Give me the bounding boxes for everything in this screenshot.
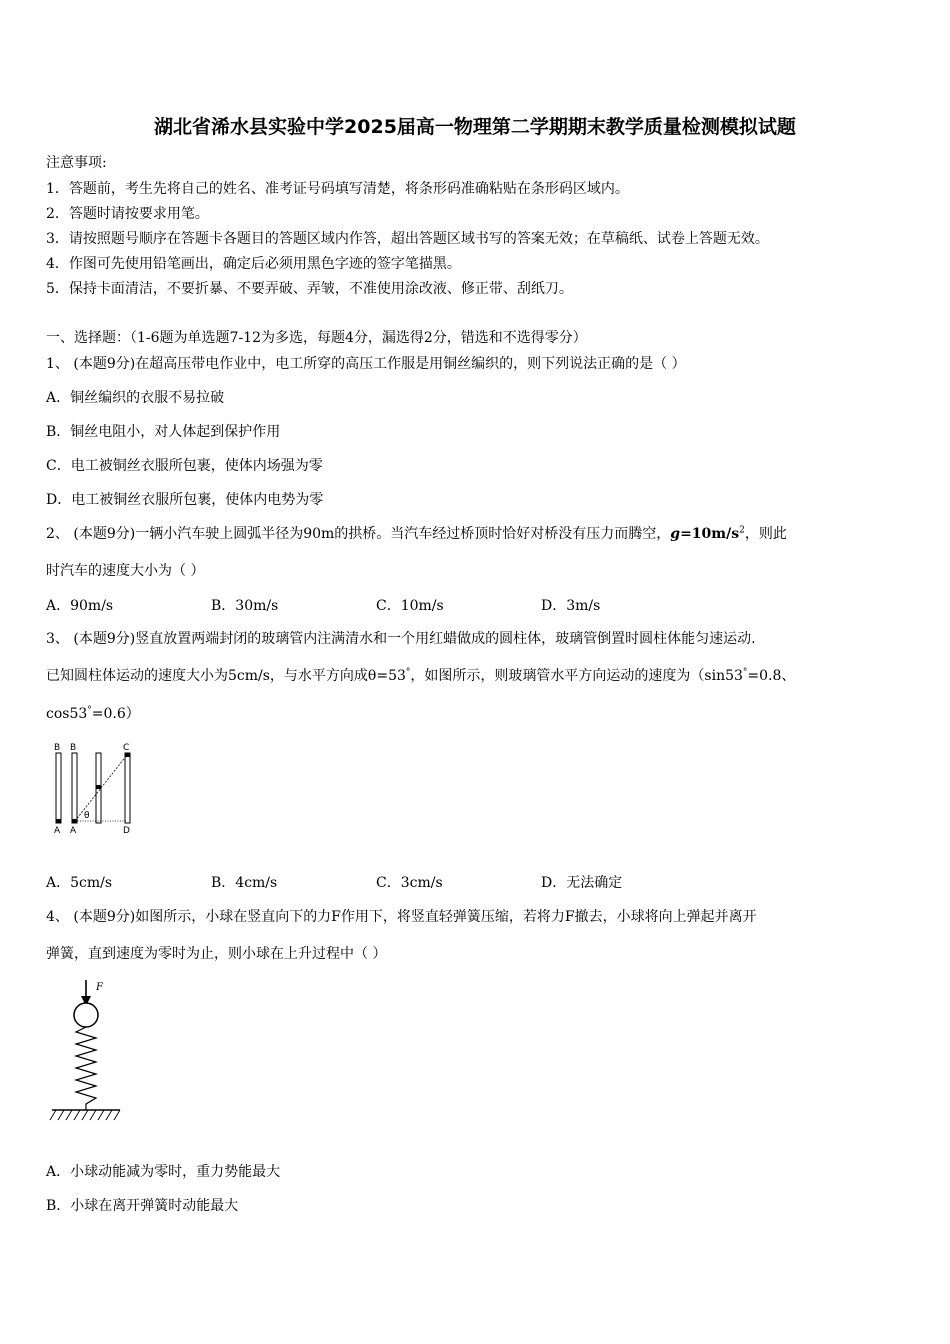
q3-text: cos53 [46, 706, 88, 722]
q3-text: =0.6） [91, 706, 140, 722]
q1-option-a: A．铜丝编织的衣服不易拉破 [46, 390, 225, 406]
label-b2: B [70, 743, 77, 753]
label-b1: B [54, 743, 61, 753]
question-4-stem-line2: 弹簧，直到速度为零时为止，则小球在上升过程中（ ） [46, 946, 387, 962]
spring-ball-figure [46, 976, 126, 1126]
tube-4 [125, 753, 130, 823]
q1-option-c: C．电工被铜丝衣服所包裹，使体内场强为零 [46, 458, 323, 474]
degree-sign: ° [87, 705, 92, 716]
glass-tube-figure [50, 738, 140, 838]
question-4-stem-line1: 4、 (本题9分)如图所示，小球在竖直向下的力F作用下，将竖直轻弹簧压缩，若将力F撤去，小球将向上弹起并离开 [46, 909, 757, 925]
q2-g-exp: 2 [739, 525, 745, 536]
cylinder-1 [56, 819, 61, 823]
q4-option-b: B．小球在离开弹簧时动能最大 [46, 1198, 239, 1214]
ball [74, 1003, 98, 1027]
label-d: D [123, 826, 130, 836]
q3-text: =0.8、 [747, 668, 796, 684]
notice-item: 2．答题时请按要求用笔。 [46, 206, 209, 222]
q4-option-a: A．小球动能减为零时，重力势能最大 [46, 1164, 281, 1180]
q2-option-c: C．10m/s [376, 598, 444, 614]
question-1-stem: 1、 (本题9分)在超高压带电作业中，电工所穿的高压工作服是用铜丝编织的，则下列说法正确的是（ ） [46, 356, 686, 372]
theta-label: θ [84, 811, 90, 821]
label-a2: A [70, 826, 77, 836]
question-2-stem [46, 523, 787, 543]
q3-text: 已知圆柱体运动的速度大小为5cm/s，与水平方向成θ=53 [46, 668, 406, 684]
q3-option-b: B．4cm/s [211, 875, 278, 891]
q2-option-a: A．90m/s [46, 598, 114, 614]
q3-option-c: C．3cm/s [376, 875, 443, 891]
label-c: C [123, 743, 130, 753]
spring [76, 1027, 96, 1110]
notice-item: 5．保持卡面清洁，不要折暴、不要弄破、弄皱，不准使用涂改液、修正带、刮纸刀。 [46, 281, 573, 297]
q3-option-a: A．5cm/s [46, 875, 113, 891]
q1-option-b: B．铜丝电阻小，对人体起到保护作用 [46, 424, 281, 440]
q2-stem-part2: ，则此 [744, 526, 787, 542]
q3-text: ，如图所示，则玻璃管水平方向运动的速度为（sin53 [410, 668, 743, 684]
notice-item: 4．作图可先使用铅笔画出，确定后必须用黑色字迹的签字笔描黑。 [46, 256, 461, 272]
label-a1: A [54, 826, 61, 836]
notice-heading: 注意事项: [46, 155, 107, 171]
question-2-stem-line2: 时汽车的速度大小为（ ） [46, 563, 205, 579]
cylinder-3 [96, 785, 101, 789]
q1-option-d: D．电工被铜丝衣服所包裹，使体内电势为零 [46, 492, 324, 508]
question-3-stem-line2 [46, 665, 795, 685]
question-3-stem-line1: 3、 (本题9分)竖直放置两端封闭的玻璃管内注满清水和一个用红蜡做成的圆柱体，玻璃管倒置时圆柱体能匀速运动. [46, 631, 756, 647]
q3-option-d: D．无法确定 [541, 875, 623, 891]
q2-option-b: B．30m/s [211, 598, 279, 614]
q2-stem-part1: 2、 (本题9分)一辆小汽车驶上圆弧半径为90m的拱桥。当汽车经过桥顶时恰好对桥没有压力而腾空， [46, 526, 671, 542]
q2-g-symbol: g [670, 526, 681, 542]
page-title: 湖北省浠水县实验中学2025届高一物理第二学期期末教学质量检测模拟试题 [154, 116, 796, 138]
degree-sign: ° [405, 667, 411, 678]
notice-item: 3．请按照题号顺序在答题卡各题目的答题区域内作答，超出答题区域书写的答案无效；在草稿纸、试卷上答题无效。 [46, 231, 769, 247]
question-3-stem-line3 [46, 703, 140, 723]
q2-g-value: =10m/s [680, 526, 740, 542]
force-label: F [96, 982, 103, 993]
notice-item: 1．答题前，考生先将自己的姓名、准考证号码填写清楚，将条形码准确粘贴在条形码区域内。 [46, 181, 629, 197]
tube-1 [56, 753, 61, 823]
section-heading: 一、选择题：（1-6题为单选题7-12为多选，每题4分，漏选得2分，错选和不选得零分） [46, 330, 587, 346]
q2-option-d: D．3m/s [541, 598, 601, 614]
tube-2 [72, 753, 77, 823]
degree-sign: ° [742, 667, 748, 678]
ground-hatching [50, 1110, 120, 1120]
